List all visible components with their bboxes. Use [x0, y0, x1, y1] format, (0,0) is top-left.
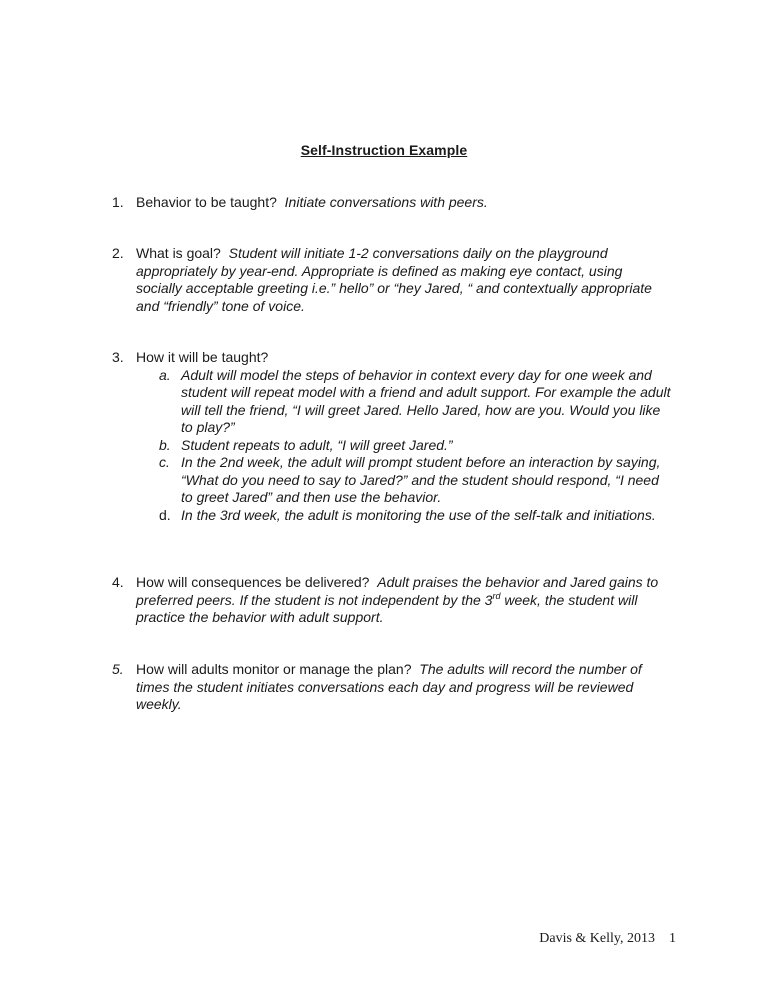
sub-item-a [159, 366, 671, 437]
item-number: 3. [112, 349, 124, 365]
item-answer-part1: Adult praises the behavior and Jared gains to preferred peers. If the student is not independent by the 3 [136, 574, 659, 608]
item-number: 4. [112, 574, 124, 590]
item-question: Behavior to be taught? [136, 194, 277, 210]
item-number: 2. [112, 245, 124, 261]
item-question: What is goal? [136, 245, 221, 261]
item-question: How will consequences be delivered? [136, 574, 370, 590]
sub-item-text: Student repeats to adult, “I will greet Jared.” [181, 436, 453, 453]
sub-item-letter: c. [159, 454, 170, 470]
footer-citation: Davis & Kelly, 2013 [539, 931, 655, 946]
sub-item-letter: b. [159, 436, 171, 453]
item-number: 5. [112, 661, 124, 677]
sub-item-b [159, 436, 671, 455]
sub-item-letter: d. [159, 506, 171, 523]
list-item-2 [112, 245, 672, 315]
item-number: 1. [112, 194, 124, 210]
page-title: Self-Instruction Example [300, 142, 468, 158]
list-item-5 [112, 661, 672, 714]
item-question: How it will be taught? [136, 349, 269, 365]
sub-item-text: In the 2nd week, the adult will prompt student before an interaction by saying, “What do you need to say to Jared?” and the student should respond, “I need to greet Jared” and then use the behavior. [181, 454, 661, 505]
sub-item-text: Adult will model the steps of behavior in context every day for one week and student will repeat model with a friend and adult support. For example the adult will tell the friend, “I will greet Jared. Hello Jared, how are you. Would you like to play?” [181, 366, 671, 435]
item-answer-part2: week, the student will practice the behavior with adult support. [136, 591, 638, 625]
page-footer [539, 931, 676, 947]
item-answer: The adults will record the number of times the student initiates conversations each day and progress will be reviewed weekly. [136, 661, 642, 712]
sub-item-c [159, 454, 671, 507]
sub-item-letter: a. [159, 366, 171, 383]
ordinal-superscript: rd [492, 590, 501, 601]
list-item-1 [112, 194, 672, 212]
item-answer: Student will initiate 1-2 conversations daily on the playground appropriately by year-end. Appropriate is defined as making eye contact, using socially acceptable greeting i.e.” hello” or “hey Jared, “ and contextually appropriate and “friendly” tone of voice. [136, 245, 652, 314]
page-number: 1 [669, 931, 676, 946]
list-item-3 [112, 349, 672, 524]
sub-item-d [159, 506, 671, 525]
list-item-4 [112, 574, 672, 627]
item-question: How will adults monitor or manage the plan? [136, 661, 412, 677]
sub-item-text: In the 3rd week, the adult is monitoring the use of the self-talk and initiations. [181, 506, 656, 523]
item-answer: Initiate conversations with peers. [284, 194, 488, 210]
